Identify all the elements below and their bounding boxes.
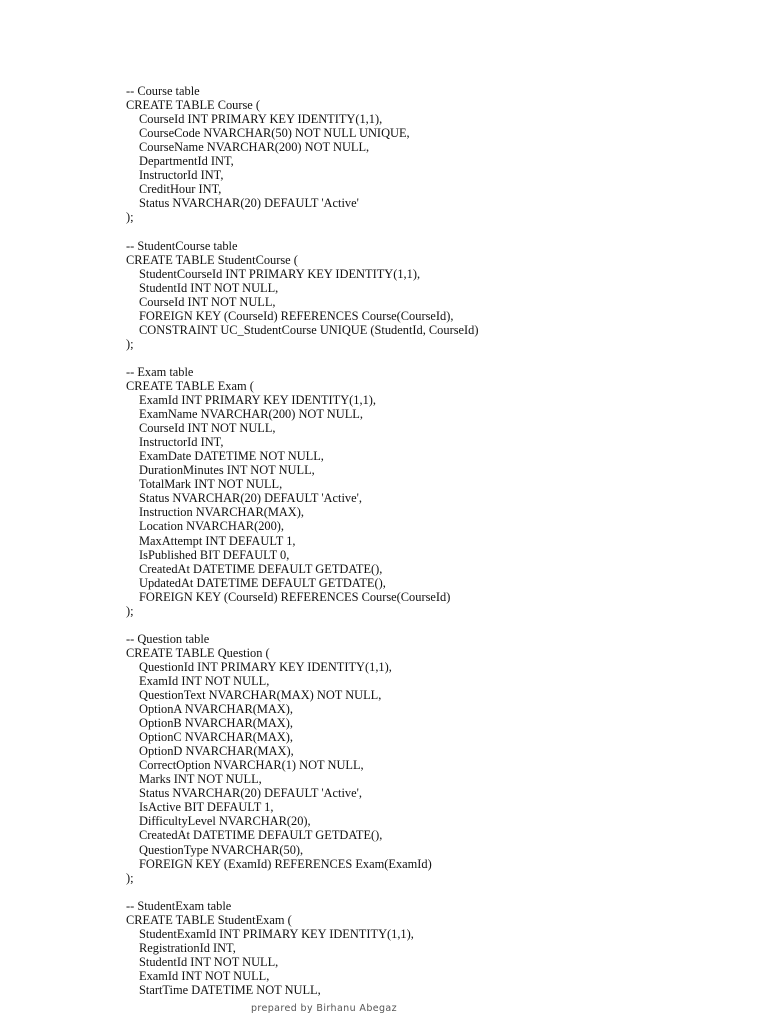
column-definition: ExamDate DATETIME NOT NULL, (139, 449, 324, 464)
column-definition: CourseId INT PRIMARY KEY IDENTITY(1,1), (139, 112, 383, 127)
column-definition: QuestionType NVARCHAR(50), (139, 842, 304, 857)
column-definition: OptionD NVARCHAR(MAX), (139, 744, 294, 759)
column-definition: ExamId INT NOT NULL, (139, 968, 270, 983)
sql-code-listing (126, 84, 686, 997)
column-definition: FOREIGN KEY (CourseId) REFERENCES Course(CourseId), (139, 308, 454, 323)
table-definition (126, 632, 686, 885)
column-definition: TotalMark INT NOT NULL, (139, 477, 283, 492)
sql-comment: -- Exam table (126, 364, 194, 379)
column-definition: CorrectOption NVARCHAR(1) NOT NULL, (139, 758, 364, 773)
column-definition: StudentId INT NOT NULL, (139, 954, 279, 969)
column-definition: UpdatedAt DATETIME DEFAULT GETDATE(), (139, 575, 386, 590)
column-definition: RegistrationId INT, (139, 940, 236, 955)
column-definition: Marks INT NOT NULL, (139, 772, 262, 787)
statement-close: ); (126, 870, 134, 885)
column-definition: QuestionText NVARCHAR(MAX) NOT NULL, (139, 688, 382, 703)
create-table-statement: CREATE TABLE Question ( (126, 645, 270, 660)
column-definition: ExamId INT NOT NULL, (139, 673, 270, 688)
column-definition: DepartmentId INT, (139, 154, 234, 169)
sql-comment: -- StudentCourse table (126, 238, 238, 253)
column-definition: OptionA NVARCHAR(MAX), (139, 702, 293, 717)
sql-comment: -- StudentExam table (126, 898, 232, 913)
column-definition: IsActive BIT DEFAULT 1, (139, 800, 274, 815)
column-definition: Instruction NVARCHAR(MAX), (139, 505, 304, 520)
column-definition: ExamId INT PRIMARY KEY IDENTITY(1,1), (139, 393, 376, 408)
column-definition: IsPublished BIT DEFAULT 0, (139, 547, 290, 562)
column-definition: Location NVARCHAR(200), (139, 519, 285, 534)
create-table-statement: CREATE TABLE StudentExam ( (126, 912, 292, 927)
column-definition: InstructorId INT, (139, 168, 224, 183)
column-definition: StudentCourseId INT PRIMARY KEY IDENTITY(1,1), (139, 266, 421, 281)
column-definition: Status NVARCHAR(20) DEFAULT 'Active' (139, 196, 359, 211)
table-definition (126, 365, 686, 618)
column-definition: InstructorId INT, (139, 435, 224, 450)
sql-comment: -- Course table (126, 84, 200, 98)
table-definition (126, 899, 686, 997)
column-definition: ExamName NVARCHAR(200) NOT NULL, (139, 407, 363, 422)
table-definition (126, 239, 686, 351)
column-definition: Status NVARCHAR(20) DEFAULT 'Active', (139, 491, 362, 506)
sql-comment: -- Question table (126, 631, 210, 646)
create-table-statement: CREATE TABLE Exam ( (126, 378, 254, 393)
column-definition: StudentExamId INT PRIMARY KEY IDENTITY(1,1), (139, 926, 414, 941)
column-definition: DifficultyLevel NVARCHAR(20), (139, 814, 311, 829)
column-definition: CourseId INT NOT NULL, (139, 421, 276, 436)
column-definition: OptionB NVARCHAR(MAX), (139, 716, 293, 731)
page-footer: prepared by Birhanu Abegaz (250, 1003, 398, 1014)
column-definition: StudentId INT NOT NULL, (139, 280, 279, 295)
column-definition: Status NVARCHAR(20) DEFAULT 'Active', (139, 786, 362, 801)
statement-close: ); (126, 336, 134, 351)
table-definition (126, 84, 686, 224)
statement-close: ); (126, 603, 134, 618)
column-definition: CreatedAt DATETIME DEFAULT GETDATE(), (139, 561, 383, 576)
column-definition: StartTime DATETIME NOT NULL, (139, 983, 321, 997)
column-definition: DurationMinutes INT NOT NULL, (139, 463, 315, 478)
column-definition: CourseId INT NOT NULL, (139, 294, 276, 309)
column-definition: FOREIGN KEY (CourseId) REFERENCES Course(CourseId) (139, 589, 451, 604)
create-table-statement: CREATE TABLE Course ( (126, 98, 261, 113)
column-definition: OptionC NVARCHAR(MAX), (139, 730, 293, 745)
column-definition: CourseName NVARCHAR(200) NOT NULL, (139, 140, 370, 155)
column-definition: QuestionId INT PRIMARY KEY IDENTITY(1,1), (139, 659, 392, 674)
column-definition: MaxAttempt INT DEFAULT 1, (139, 533, 296, 548)
statement-close: ); (126, 210, 134, 225)
column-definition: FOREIGN KEY (ExamId) REFERENCES Exam(ExamId) (139, 856, 432, 871)
column-definition: CONSTRAINT UC_StudentCourse UNIQUE (StudentId, CourseId) (139, 322, 479, 337)
column-definition: CreatedAt DATETIME DEFAULT GETDATE(), (139, 828, 383, 843)
create-table-statement: CREATE TABLE StudentCourse ( (126, 252, 298, 267)
column-definition: CourseCode NVARCHAR(50) NOT NULL UNIQUE, (139, 126, 410, 141)
column-definition: CreditHour INT, (139, 182, 222, 197)
